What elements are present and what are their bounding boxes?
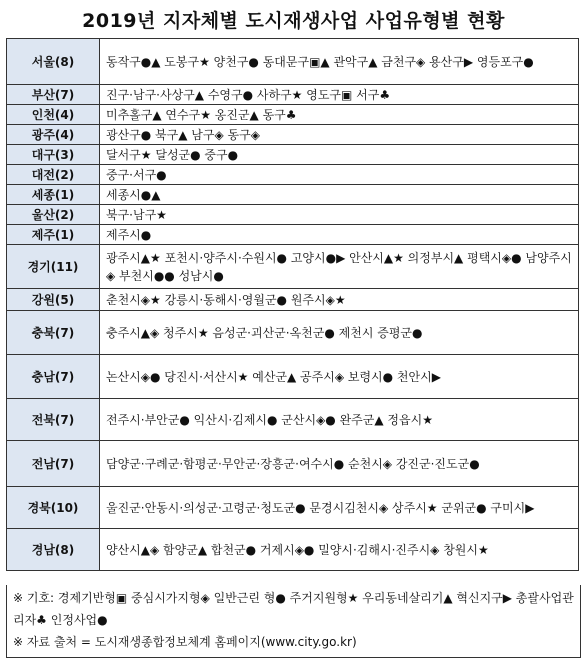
table-title: 2019년 지자체별 도시재생사업 사업유형별 현황: [82, 10, 505, 32]
region-cell: 울산(2): [7, 205, 100, 225]
region-cell: 충북(7): [7, 311, 100, 355]
table-row: [7, 311, 579, 355]
table-row: [7, 225, 579, 245]
region-cell: 전북(7): [7, 399, 100, 441]
table-row: [7, 39, 579, 85]
cities-cell: 울진군·안동시·의성군·고령군·청도군● 문경시김천시◈ 상주시★ 군위군● 구미시▶: [100, 487, 579, 529]
region-cell: 제주(1): [7, 225, 100, 245]
cities-cell: 논산시◈● 당진시·서산시★ 예산군▲ 공주시◈ 보령시● 천안시▶: [100, 355, 579, 399]
region-cell: 광주(4): [7, 125, 100, 145]
table-row: [7, 125, 579, 145]
region-cell: 충남(7): [7, 355, 100, 399]
region-cell: 대구(3): [7, 145, 100, 165]
cities-cell: 세종시●▲: [100, 185, 579, 205]
cities-cell: 담양군·구례군·함평군·무안군·장흥군·여수시● 순천시◈ 강진군·진도군●: [100, 441, 579, 487]
region-cell: 경남(8): [7, 529, 100, 571]
data-source: ※ 자료 출처 = 도시재생종합정보체계 홈페이지(www.city.go.kr): [13, 635, 357, 649]
table-row: [7, 355, 579, 399]
region-cell: 세종(1): [7, 185, 100, 205]
cities-cell: 충주시▲◈ 청주시★ 음성군·괴산군·옥천군● 제천시 증평군●: [100, 311, 579, 355]
legend-box: [6, 585, 581, 658]
cities-cell: 동작구●▲ 도봉구★ 양천구● 동대문구▣▲ 관악구▲ 금천구◈ 용산구▶ 영등포구●: [100, 39, 579, 85]
table-row: [7, 105, 579, 125]
table-row: [7, 399, 579, 441]
cities-cell: 진구·남구·사상구▲ 수영구● 사하구★ 영도구▣ 서구♣: [100, 85, 579, 105]
region-cell: 경북(10): [7, 487, 100, 529]
table-row: [7, 245, 579, 289]
region-cell: 부산(7): [7, 85, 100, 105]
table-row: [7, 85, 579, 105]
region-cell: 인천(4): [7, 105, 100, 125]
table-row: [7, 487, 579, 529]
table-row: [7, 185, 579, 205]
table-row: [7, 441, 579, 487]
cities-cell: 양산시▲◈ 함양군▲ 합천군● 거제시◈● 밀양시·김해시·진주시◈ 창원시★: [100, 529, 579, 571]
status-table: [6, 38, 579, 571]
region-cell: 대전(2): [7, 165, 100, 185]
table-row: [7, 529, 579, 571]
region-cell: 서울(8): [7, 39, 100, 85]
region-cell: 강원(5): [7, 289, 100, 311]
table-row: [7, 289, 579, 311]
cities-cell: 제주시●: [100, 225, 579, 245]
table-row: [7, 205, 579, 225]
cities-cell: 전주시·부안군● 익산시·김제시● 군산시◈● 완주군▲ 정읍시★: [100, 399, 579, 441]
table-row: [7, 145, 579, 165]
table-row: [7, 165, 579, 185]
cities-cell: 중구·서구●: [100, 165, 579, 185]
cities-cell: 북구·남구★: [100, 205, 579, 225]
region-cell: 경기(11): [7, 245, 100, 289]
cities-cell: 광주시▲★ 포천시·양주시·수원시● 고양시●▶ 안산시▲★ 의정부시▲ 평택시◈● 남양주시◈ 부천시●● 성남시●: [100, 245, 579, 289]
legend-symbols: ※ 기호: 경제기반형▣ 중심시가지형◈ 일반근린 형● 주거지원형★ 우리동네살리기▲ 혁신지구▶ 총괄사업관리자♣ 인정사업●: [13, 591, 574, 627]
cities-cell: 광산구● 북구▲ 남구◈ 동구◈: [100, 125, 579, 145]
cities-cell: 달서구★ 달성군● 중구●: [100, 145, 579, 165]
region-cell: 전남(7): [7, 441, 100, 487]
cities-cell: 미추홀구▲ 연수구★ 옹진군▲ 동구♣: [100, 105, 579, 125]
cities-cell: 춘천시◈★ 강릉시·동해시·영월군● 원주시◈★: [100, 289, 579, 311]
